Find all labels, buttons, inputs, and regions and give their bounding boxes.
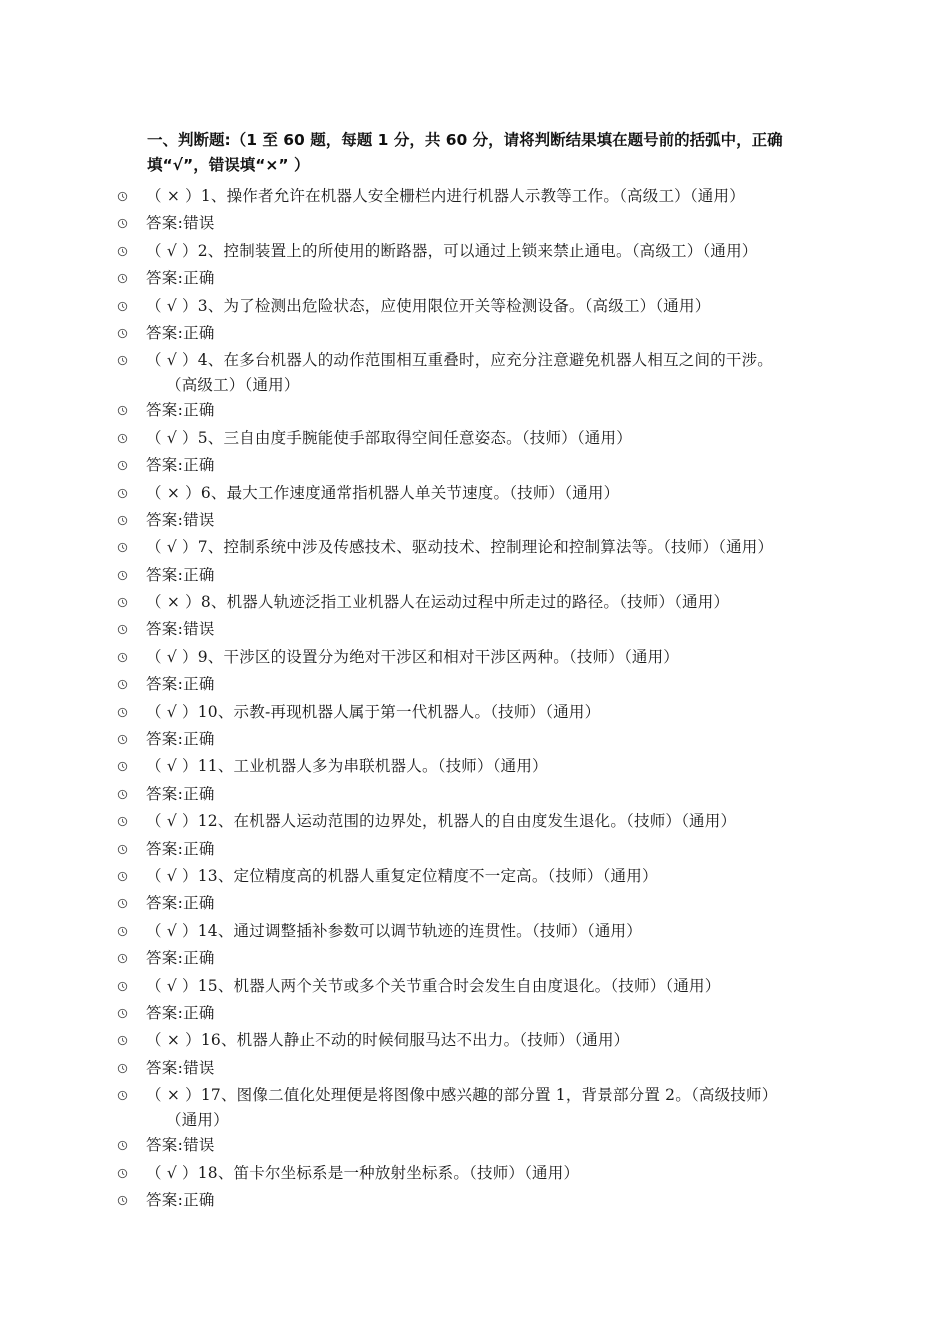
clock-bullet-icon: [115, 1028, 129, 1053]
answer-item: [0, 1056, 950, 1083]
answer-item: [0, 782, 950, 809]
clock-bullet-icon: [115, 645, 129, 670]
question-text-block: [146, 239, 826, 264]
answer-text: 答案:正确: [146, 839, 215, 858]
answer-text: 答案:正确: [146, 730, 215, 749]
question-item: [0, 919, 950, 946]
clock-bullet-icon: [115, 426, 129, 451]
clock-bullet-icon: [115, 563, 129, 588]
answer-text: 答案:正确: [146, 675, 215, 694]
question-text-block: [146, 974, 826, 999]
clock-bullet-icon: [115, 837, 129, 862]
answer-item: [0, 211, 950, 238]
question-text: （ √ ）7、控制系统中涉及传感技术、驱动技术、控制理论和控制算法等。（技师）（通用）: [146, 538, 774, 557]
question-text: （ √ ）12、在机器人运动范围的边界处，机器人的自由度发生退化。（技师）（通用）: [146, 812, 737, 831]
clock-bullet-icon: [115, 946, 129, 971]
question-text: （ √ ）10、示教-再现机器人属于第一代机器人。（技师）（通用）: [146, 702, 601, 721]
answer-item: [0, 891, 950, 918]
question-text: （ √ ）5、三自由度手腕能使手部取得空间任意姿态。（技师）（通用）: [146, 428, 632, 447]
answer-text: 答案:错误: [146, 1058, 215, 1077]
answer-item: [0, 727, 950, 754]
answer-text: 答案:正确: [146, 269, 215, 288]
answer-text: 答案:正确: [146, 401, 215, 420]
question-text-block: [146, 294, 826, 319]
question-item: [0, 348, 950, 398]
question-list: [0, 184, 950, 1215]
answer-item: [0, 672, 950, 699]
answer-text: 答案:正确: [146, 565, 215, 584]
question-text-block: [146, 348, 826, 398]
answer-item: [0, 563, 950, 590]
clock-bullet-icon: [115, 535, 129, 560]
answer-text: 答案:错误: [146, 510, 215, 529]
question-text: （ √ ）3、为了检测出危险状态，应使用限位开关等检测设备。（高级工）（通用）: [146, 296, 711, 315]
answer-item: [0, 508, 950, 535]
question-item: [0, 864, 950, 891]
question-text: （ √ ）14、通过调整插补参数可以调节轨迹的连贯性。（技师）（通用）: [146, 921, 642, 940]
question-item: [0, 590, 950, 617]
clock-bullet-icon: [115, 590, 129, 615]
answer-item: [0, 1001, 950, 1028]
question-text: （ √ ）9、干涉区的设置分为绝对干涉区和相对干涉区两种。（技师）（通用）: [146, 647, 679, 666]
answer-item: [0, 266, 950, 293]
clock-bullet-icon: [115, 700, 129, 725]
clock-bullet-icon: [115, 321, 129, 346]
answer-text: 答案:正确: [146, 323, 215, 342]
question-item: [0, 645, 950, 672]
answer-item: [0, 946, 950, 973]
question-text: （ √ ）13、定位精度高的机器人重复定位精度不一定高。（技师）（通用）: [146, 866, 658, 885]
question-item: [0, 974, 950, 1001]
question-text-block: [146, 919, 826, 944]
question-text-block: [146, 184, 826, 209]
clock-bullet-icon: [115, 672, 129, 697]
question-item: [0, 1161, 950, 1188]
clock-bullet-icon: [115, 453, 129, 478]
question-item: [0, 754, 950, 781]
question-text: （ × ）6、最大工作速度通常指机器人单关节速度。（技师）（通用）: [146, 483, 620, 502]
answer-item: [0, 1188, 950, 1215]
clock-bullet-icon: [115, 294, 129, 319]
answer-text: 答案:正确: [146, 784, 215, 803]
answer-text: 答案:错误: [146, 620, 215, 639]
clock-bullet-icon: [115, 1133, 129, 1158]
clock-bullet-icon: [115, 1056, 129, 1081]
clock-bullet-icon: [115, 891, 129, 916]
clock-bullet-icon: [115, 348, 129, 373]
question-item: [0, 426, 950, 453]
question-item: [0, 809, 950, 836]
question-text: （ × ）1、操作者允许在机器人安全栅栏内进行机器人示教等工作。（高级工）（通用）: [146, 187, 745, 205]
clock-bullet-icon: [115, 782, 129, 807]
question-text: （ √ ）18、笛卡尔坐标系是一种放射坐标系。（技师）（通用）: [146, 1163, 580, 1182]
clock-bullet-icon: [115, 184, 129, 209]
question-item: [0, 294, 950, 321]
clock-bullet-icon: [115, 864, 129, 889]
question-text-block: [146, 809, 826, 834]
question-text-block: [146, 1161, 826, 1186]
question-text: （ √ ）4、在多台机器人的动作范围相互重叠时，应充分注意避免机器人相互之间的干涉。: [146, 351, 773, 370]
question-item: [0, 481, 950, 508]
clock-bullet-icon: [115, 617, 129, 642]
answer-text: 答案:错误: [146, 1136, 215, 1155]
answer-text: 答案:正确: [146, 1190, 215, 1209]
question-text: （ × ）16、机器人静止不动的时候伺服马达不出力。（技师）（通用）: [146, 1031, 630, 1050]
question-text-block: [146, 700, 826, 725]
clock-bullet-icon: [115, 974, 129, 999]
answer-text: 答案:正确: [146, 949, 215, 968]
question-text-block: [146, 645, 826, 670]
question-item: [0, 700, 950, 727]
answer-text: 答案:正确: [146, 1003, 215, 1022]
question-text-block: [146, 481, 826, 506]
question-text: （ √ ）11、工业机器人多为串联机器人。（技师）（通用）: [146, 757, 548, 776]
question-text-block: [146, 754, 826, 779]
question-item: [0, 1083, 950, 1133]
question-text-block: [146, 1083, 826, 1133]
question-item: [0, 1028, 950, 1055]
clock-bullet-icon: [115, 481, 129, 506]
answer-item: [0, 837, 950, 864]
answer-item: [0, 321, 950, 348]
clock-bullet-icon: [115, 266, 129, 291]
question-item: [0, 184, 950, 211]
clock-bullet-icon: [115, 1161, 129, 1186]
answer-text: 答案:正确: [146, 894, 215, 913]
question-text-block: [146, 1028, 826, 1053]
clock-bullet-icon: [115, 754, 129, 779]
question-text: （ √ ）15、机器人两个关节或多个关节重合时会发生自由度退化。（技师）（通用）: [146, 976, 721, 995]
question-text: （ × ）17、图像二值化处理便是将图像中感兴趣的部分置 1，背景部分置 2。（高级技师）: [146, 1086, 778, 1105]
answer-item: [0, 1133, 950, 1160]
question-text-block: [146, 590, 826, 615]
clock-bullet-icon: [115, 508, 129, 533]
question-text-block: [146, 426, 826, 451]
question-item: [0, 239, 950, 266]
clock-bullet-icon: [115, 211, 129, 236]
answer-item: [0, 453, 950, 480]
answer-text: 答案:错误: [146, 214, 215, 233]
answer-item: [0, 398, 950, 425]
question-text: （ × ）8、机器人轨迹泛指工业机器人在运动过程中所走过的路径。（技师）（通用）: [146, 593, 730, 612]
clock-bullet-icon: [115, 1083, 129, 1108]
question-text-block: [146, 535, 826, 560]
question-item: [0, 535, 950, 562]
answer-item: [0, 617, 950, 644]
question-text: （ √ ）2、控制装置上的所使用的断路器，可以通过上锁来禁止通电。（高级工）（通用）: [146, 241, 758, 260]
section-heading: 一、判断题:（1 至 60 题，每题 1 分，共 60 分，请将判断结果填在题号前的括弧中，正确填“√”，错误填“×” ）: [147, 131, 783, 174]
question-text-continuation: （通用）: [166, 1111, 229, 1130]
question-text-block: [146, 864, 826, 889]
question-text-continuation: （高级工）（通用）: [166, 376, 300, 395]
clock-bullet-icon: [115, 1001, 129, 1026]
clock-bullet-icon: [115, 1188, 129, 1213]
clock-bullet-icon: [115, 398, 129, 423]
clock-bullet-icon: [115, 727, 129, 752]
clock-bullet-icon: [115, 919, 129, 944]
answer-text: 答案:正确: [146, 456, 215, 475]
clock-bullet-icon: [115, 239, 129, 264]
clock-bullet-icon: [115, 809, 129, 834]
